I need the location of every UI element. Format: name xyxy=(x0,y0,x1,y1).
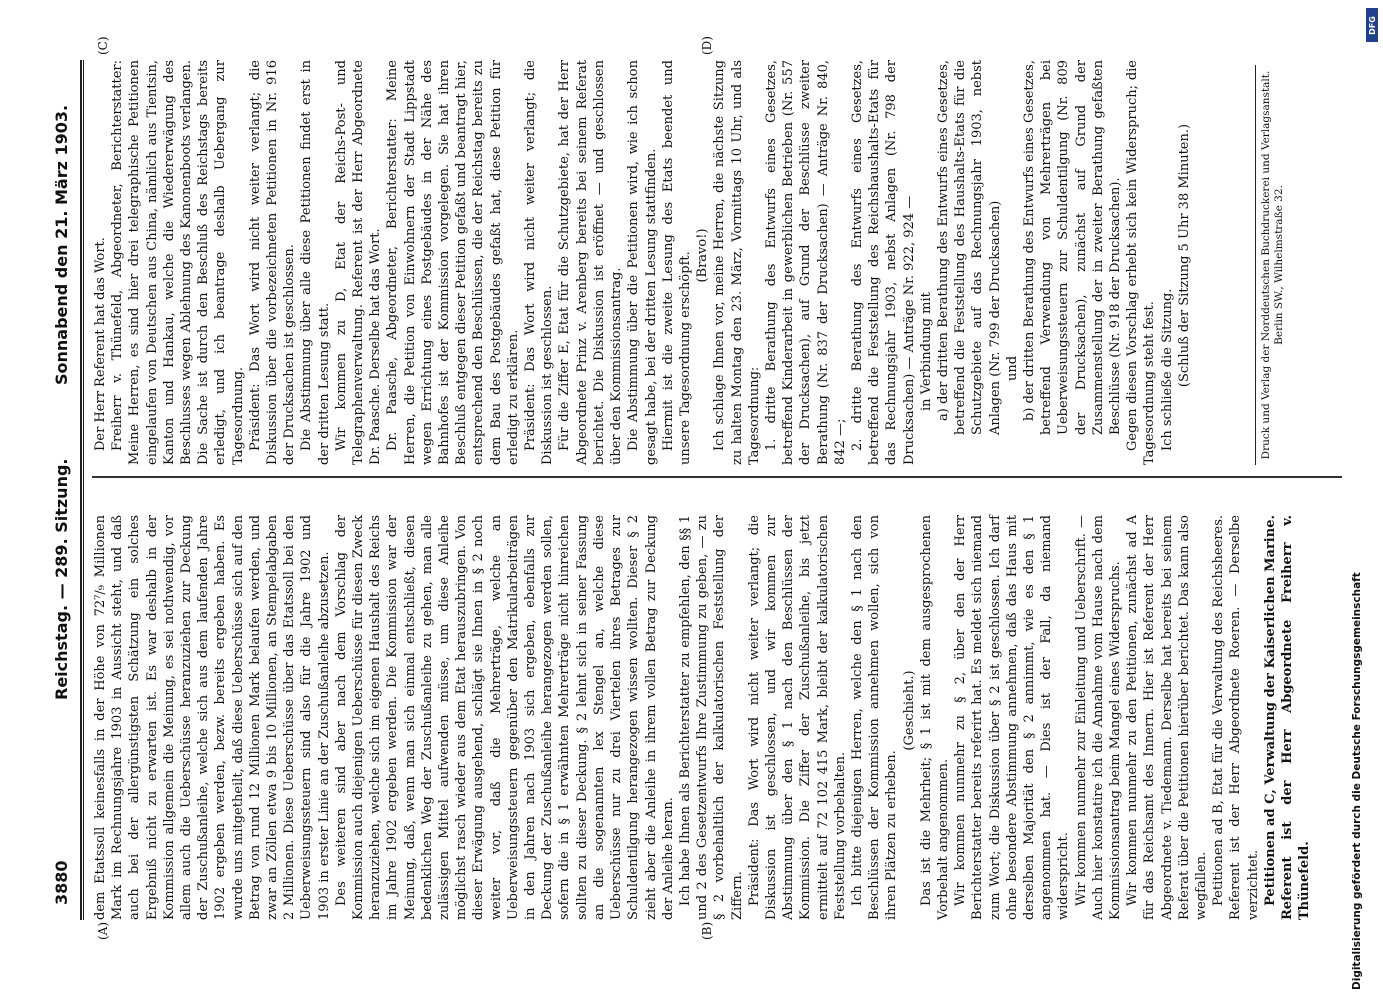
paragraph: und xyxy=(1004,355,1020,381)
paragraph: Petitionen ad B, Etat für die Verwaltung des Reichsheeres. Referent ist der Herr Abgeordnete Roeren. — Derselbe verzichtet. xyxy=(1211,515,1261,920)
margin-mark-d: (D) xyxy=(700,36,714,55)
session-title: Reichstag. — 289. Sitzung. xyxy=(52,458,71,700)
paragraph: (Bravo!) xyxy=(695,228,711,283)
session-date: Sonnabend den 21. März 1903. xyxy=(52,104,71,385)
agenda-item: 1. dritte Berathung des Entwurfs eines Gesetzes, betreffend Kinderarbeit in gewerblichen Betrieben (Nr. 557 der Drucksachen), auf Grund der Beschlüsse zweiter Berathung (Nr. 837 der Drucksachen) — Anträge Nr. 840, 842 —; xyxy=(763,60,848,465)
paragraph: Dr. Paasche, Abgeordneter, Berichterstatter: Meine Herren, die Petition von Einwohnern der Stadt Lippstadt wegen Errichtung eines Postgebäudes in der Nähe des Bahnhofes ist der Kommission vorgelegen. Sie hat ihren Beschluß entgegen dieser Petition gefaßt und beantragt hier, entsprechend den Beschlüssen, die der Reichstag bereits zu dem Bau des Postgebäudes gefaßt hat, diese Petition für erledigt zu erklären. xyxy=(385,60,521,465)
imprint xyxy=(1255,65,1286,465)
paragraph: Die Abstimmung über alle diese Petitionen findet erst in der dritten Lesung statt. xyxy=(299,60,332,465)
paragraph: Des weiteren sind aber nach dem Vorschlag der Kommission auch diejenigen Ueberschüsse für diesen Zweck heranzuziehen, welche sich im eigenen Haushalt des Reichs im Jahre 1902 ergeben werden. Die Kommission war der Meinung, daß, wenn man sich einmal entschließt, diesen bedenklichen Weg der Zuschußanleihe zu gehen, man alle zulässigen Mittel aufwenden müsse, um diese Anleihe möglichst rasch wieder aus dem Etat herauszubringen. Von dieser Erwägung ausgehend, schlägt sie Ihnen in § 2 noch weiter vor, daß die Mehrerträge, welche an Ueberweisungssteuern gegenüber den Matrikularbeiträgen in den Jahren nach 1903 sich ergeben, ebenfalls zur Deckung der Zuschußanleihe herangezogen werden sollen, sofern die in § 1 erwähnten Mehrerträge nicht hinreichen sollten zu dieser Deckung. § 2 lehnt sich in seiner Fassung an die sogenannten lex Stengel an, welche diese Ueberschüsse nur zu drei Viertelen ihres Betrages zur Schuldentilgung herangezogen wissen wollten. Dieser § 2 zieht aber die Anleihe in ihrem vollen Betrag zur Deckung der Anleihe heran. xyxy=(333,515,676,920)
margin-mark-b: (B) xyxy=(700,921,714,940)
agenda-subitem: a) der dritten Berathung des Entwurfs eines Gesetzes, betreffend die Feststellung des Haushalts-Etats für die Schutzgebiete auf das Rechnungsjahr 1903, nebst Anlagen (Nr. 799 der Drucksachen) xyxy=(935,60,1003,435)
right-column xyxy=(92,60,1193,465)
paragraph: (Geschieht.) xyxy=(901,670,917,751)
page-number: 3880 xyxy=(52,860,71,905)
paragraph: Hiermit ist die zweite Lesung des Etats beendet und unsere Tagesordnung erschöpft. xyxy=(660,60,693,465)
imprint-line: Druck und Verlag der Norddeutschen Buchdruckerei und Verlagsanstalt. xyxy=(1260,70,1272,460)
paragraph: dem Etatssoll keinesfalls in der Höhe von 72⁷/₉ Millionen Mark im Rechnungsjahre 1903 in Aussicht steht, und daß auch bei der allergünstigsten Schätzung ein solches Ergebniß nicht zu erwarten ist. Es war deshalb in der Kommission allgemein die Meinung, es sei nothwendig, vor allem auch die Ueberschüsse heranzuziehen zur Deckung der Zuschußanleihe, welche sich aus dem laufenden Jahre 1902 ergeben werden, bezw. bereits ergeben haben. Es wurde uns mitgetheilt, daß diese Ueberschüsse sich auf den Betrag von rund 12 Millionen Mark belaufen werden, und zwar an Zöllen etwa 9 bis 10 Millionen, an Stempelabgaben 2 Millionen. Diese Ueberschüsse über das Etatssoll bei den Ueberweisungssteuern sind also für die Jahre 1902 und 1903 in erster Linie an der Zuschußanleihe abzusetzen. xyxy=(93,515,332,920)
dfg-logo: DFG xyxy=(1366,8,1378,42)
agenda-subitem: b) der dritten Berathung des Entwurfs eines Gesetzes, betreffend Verwendung von Mehrerträgen bei Ueberweisungssteuern zur Schuldentilgung (Nr. 809 der Drucksachen), zunächst auf Grund der Zusammenstellung der in zweiter Berathung gefaßten Beschlüsse (Nr. 918 der Drucksachen). xyxy=(1021,60,1123,435)
digitization-credit: Digitalisierung gefördert durch die Deutsche Forschungsgemeinschaft xyxy=(1351,572,1363,990)
paragraph: Für die Ziffer E, Etat für die Schutzgebiete, hat der Herr Abgeordnete Prinz v. Arenberg bereits bei seinem Referat berichtet. Die Diskussion ist eröffnet — und geschlossen über den Kommissionsantrag. xyxy=(557,60,625,465)
paragraph: Präsident: Das Wort wird nicht weiter verlangt; die Diskussion ist geschlossen. xyxy=(523,60,556,465)
paragraph: Wir kommen nunmehr zur Einleitung und Ueberschrift. — Auch hier konstatire ich die Annahme vom Hause nach dem Kommissionsantrag beim Mangel eines Widerspruchs. xyxy=(1073,515,1123,920)
paragraph: Wir kommen nunmehr zu den Petitionen, zunächst ad A für das Reichsamt des Innern. Hier ist Referent der Herr Abgeordnete v. Tiedemann. Derselbe hat bereits bei seinem Referat über die Petitionen hierüber berichtet. Das kann also wegfallen. xyxy=(1125,515,1209,920)
header-rule-thin xyxy=(83,60,84,920)
paragraph: Das ist die Mehrheit; § 1 ist mit dem ausgesprochenen Vorbehalt angenommen. xyxy=(918,515,951,920)
paragraph: Gegen diesen Vorschlag erhebt sich kein Widerspruch; die Tagesordnung steht fest. xyxy=(1125,60,1158,465)
left-column xyxy=(92,515,1313,920)
imprint-line: Berlin SW., Wilhelmstraße 32. xyxy=(1273,185,1285,345)
paragraph: Präsident: Das Wort wird nicht weiter verlangt; die Diskussion ist geschlossen, und wir kommen zur Abstimmung über den § 1 nach den Beschlüssen der Kommission. Die Ziffer der Zuschußanleihe, bis jetzt ermittelt auf 72 102 415 Mark, bleibt der kalkulatorischen Feststellung vorbehalten. xyxy=(746,515,848,920)
header-rule xyxy=(80,60,82,920)
paragraph: Wir kommen nunmehr zu § 2, über den der Herr Berichterstatter bereits referirt hat. Es meldet sich niemand zum Wort; die Diskussion über § 2 ist geschlossen. Ich darf ohne besondere Abstimmung annehmen, daß das Haus mit derselben Majorität den § 2 annimmt, wie es den § 1 angenommen hat. — Dies ist der Fall, da niemand widerspricht. xyxy=(953,515,1072,920)
paragraph: Der Herr Referent hat das Wort. xyxy=(93,237,108,451)
margin-mark-c: (C) xyxy=(96,36,110,55)
paragraph: Präsident: Das Wort wird nicht weiter verlangt; die Diskussion über die vorbezeichneten Petitionen in Nr. 916 der Drucksachen ist geschlossen. xyxy=(247,60,298,465)
paragraph: in Verbindung mit xyxy=(918,292,934,411)
paragraph: Ich habe Ihnen als Berichterstatter zu empfehlen, den §§ 1 und 2 des Gesetzentwurfs Ihre Zustimmung zu geben, — zu § 2 vorbehaltlich der kalkulatorischen Feststellung der Ziffern. xyxy=(677,515,745,920)
paragraph: Petitionen ad C, Verwaltung der Kaiserlichen Marine. Referent ist der Herr Abgeordnete Freiherr v. Thünefeld. xyxy=(1262,515,1313,920)
paragraph: Ich bitte diejenigen Herren, welche den § 1 nach den Beschlüssen der Kommission annehmen wollen, sich von ihren Plätzen zu erheben. xyxy=(849,515,900,920)
paragraph: Ich schließe die Sitzung. xyxy=(1159,288,1175,451)
paragraph: Ich schlage Ihnen vor, meine Herren, die nächste Sitzung zu halten Montag den 23. März, Vormittags 10 Uhr, und als Tagesordnung: xyxy=(712,60,762,465)
page-header xyxy=(52,0,78,1000)
paragraph: Wir kommen zu D, Etat der Reichs-Post- und Telegraphenverwaltung. Referent ist der Herr Abgeordnete Dr. Paasche. Derselbe hat das Wort. xyxy=(333,60,384,465)
paragraph: Freiherr v. Thünefeld, Abgeordneter, Berichterstatter: Meine Herren, es sind hier drei telegraphische Petitionen eingelaufen von Deutschen aus China, nämlich aus Tientsin, Kanton und Hankau, welche die Wiedererwägung des Beschlusses wegen Ablehnung des Kanonenboots verlangen. Die Sache ist durch den Beschluß des Reichstags bereits erledigt, und ich beantrage deshalb Uebergang zur Tagesordnung. xyxy=(110,60,246,465)
margin-mark-a: (A) xyxy=(96,921,110,940)
column-separator xyxy=(92,477,1342,479)
paragraph: (Schluß der Sitzung 5 Uhr 38 Minuten.) xyxy=(1176,123,1192,388)
paragraph: Die Abstimmung über die Petitionen wird, wie ich schon gesagt habe, bei der dritten Lesung stattfinden. xyxy=(626,60,659,465)
agenda-item: 2. dritte Berathung des Entwurfs eines Gesetzes, betreffend die Feststellung des Reichshaushalts-Etats für das Rechnungsjahr 1903, nebst Anlagen (Nr. 798 der Drucksachen) — Anträge Nr. 922, 924 — xyxy=(849,60,917,465)
